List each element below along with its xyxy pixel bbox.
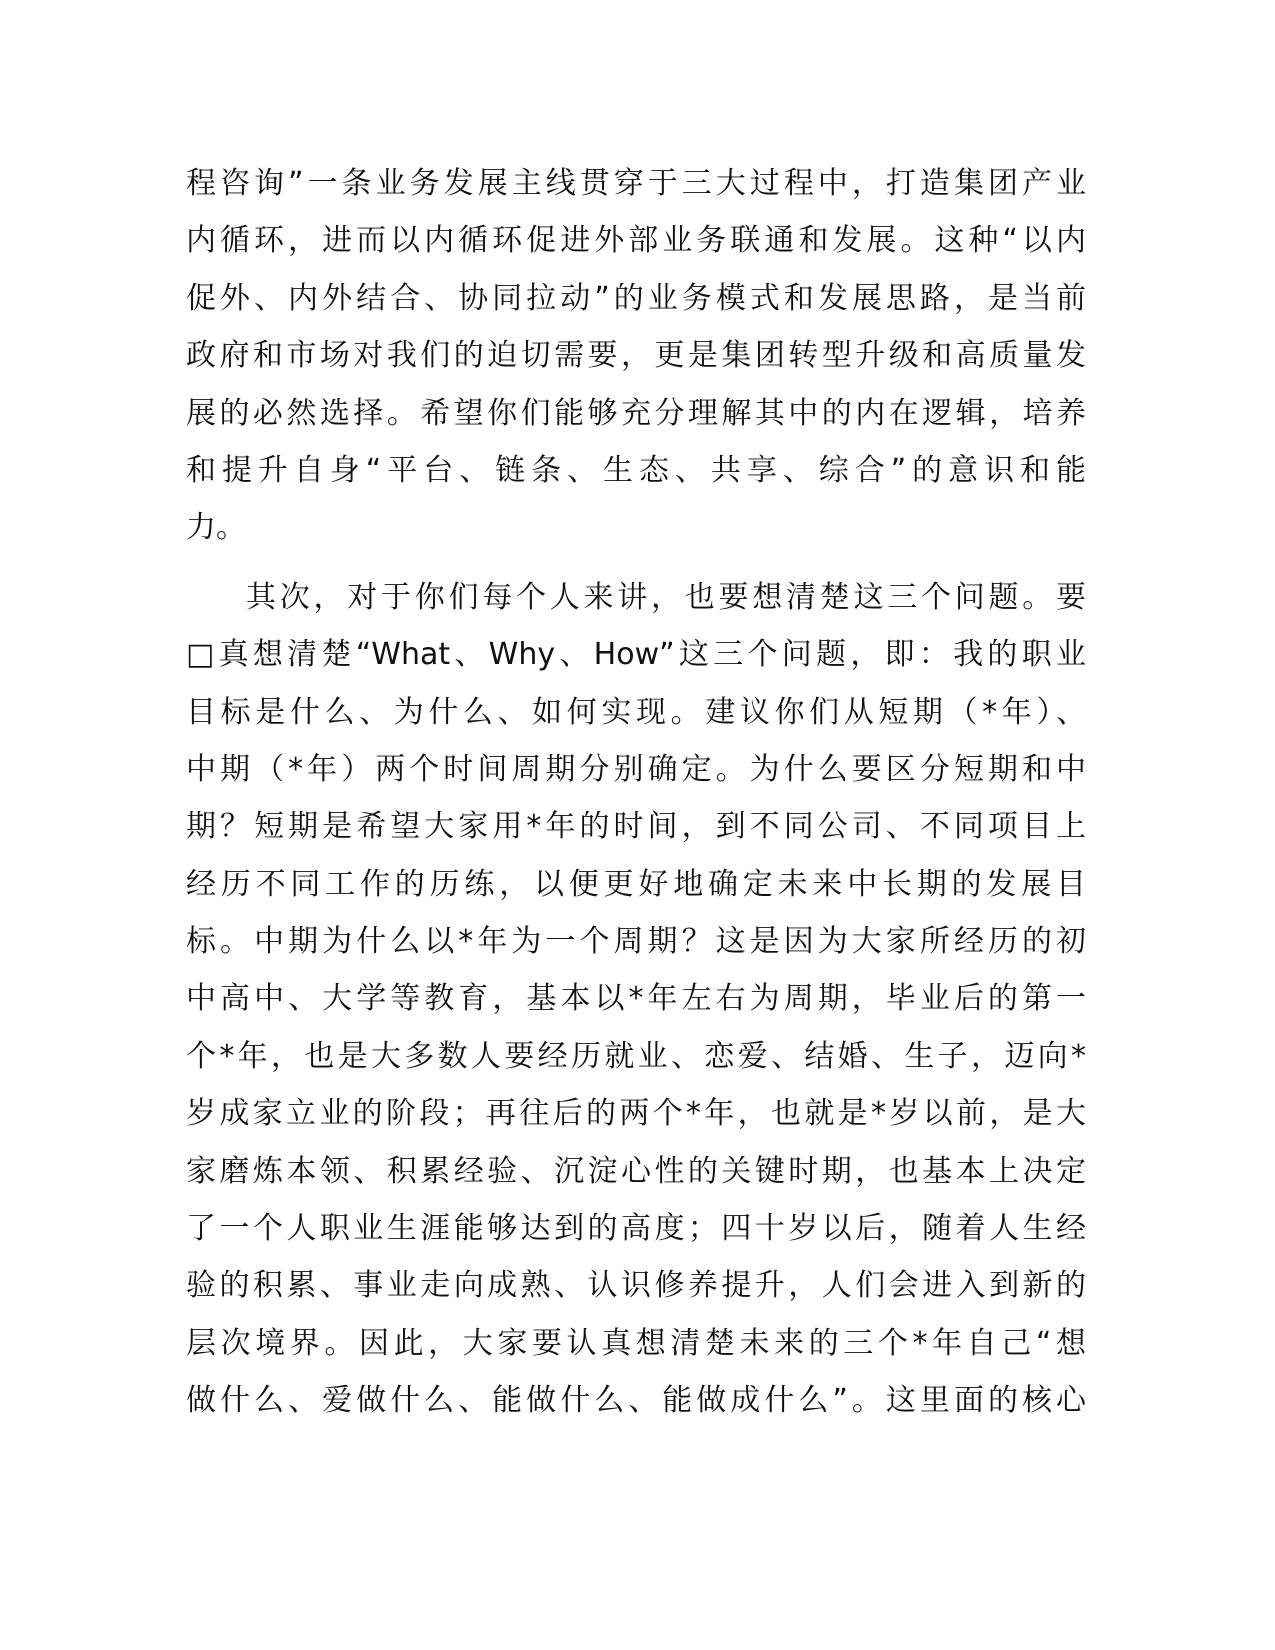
text-line: 内循环，进而以内循环促进外部业务联通和发展。这种“以内 [186,223,1086,259]
text-line: 政府和市场对我们的迫切需要，更是集团转型升级和高质量发 [186,338,1086,374]
body-text [186,155,1086,1430]
text-line: 程咨询”一条业务发展主线贯穿于三大过程中，打造集团产业 [186,166,1086,201]
text-line: 经历不同工作的历练，以便更好地确定未来中长期的发展目 [186,866,1086,902]
text-line: 目标是什么、为什么、如何实现。建议你们从短期（*年）、 [186,694,1086,730]
text-line: 做什么、爱做什么、能做什么、能做成什么”。这里面的核心 [186,1383,1086,1419]
text-line: 个*年，也是大多数人要经历就业、恋爱、结婚、生子，迈向* [186,1038,1086,1074]
text-line: 中期（*年）两个时间周期分别确定。为什么要区分短期和中 [186,751,1086,787]
text-line: 标。中期为什么以*年为一个周期？这是因为大家所经历的初 [186,924,1086,960]
text-line: 和提升自身“平台、链条、生态、共享、综合”的意识和能 [186,452,1086,488]
paragraph-2 [186,569,1086,1430]
text-line: 岁成家立业的阶段；再往后的两个*年，也就是*岁以前，是大 [186,1096,1086,1132]
text-line: 家磨炼本领、积累经验、沉淀心性的关键时期，也基本上决定 [186,1153,1086,1189]
text-line: 促外、内外结合、协同拉动”的业务模式和发展思路，是当前 [186,280,1086,316]
paragraph-1 [186,155,1086,557]
text-line: 了一个人职业生涯能够达到的高度；四十岁以后，随着人生经 [186,1211,1086,1247]
text-line: □真想清楚“What、Why、How”这三个问题，即：我的职业 [186,637,1086,673]
text-line: 层次境界。因此，大家要认真想清楚未来的三个*年自己“想 [186,1325,1086,1361]
text-line: 验的积累、事业走向成熟、认识修养提升，人们会进入到新的 [186,1268,1086,1304]
text-line: 其次，对于你们每个人来讲，也要想清楚这三个问题。要 [246,579,1086,615]
paragraph-spacer [186,557,1086,569]
text-line: 中高中、大学等教育，基本以*年左右为周期，毕业后的第一 [186,981,1086,1017]
text-line: 展的必然选择。希望你们能够充分理解其中的内在逻辑，培养 [186,395,1086,431]
text-line: 力。 [186,510,246,546]
text-line: 期？短期是希望大家用*年的时间，到不同公司、不同项目上 [186,809,1086,845]
